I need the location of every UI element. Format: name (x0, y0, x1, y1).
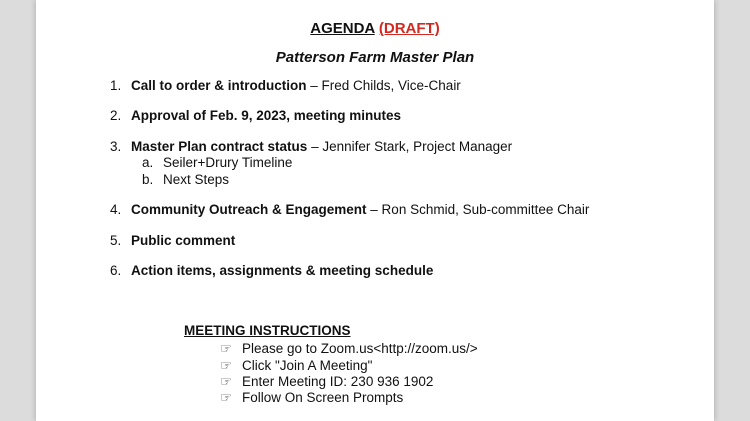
item-number: 3. (110, 139, 122, 154)
hand-pointer-icon: ☞ (220, 374, 233, 389)
hand-pointer-icon: ☞ (220, 358, 233, 373)
subitem-text: Seiler+Drury Timeline (163, 155, 293, 170)
agenda-subtitle: Patterson Farm Master Plan (275, 49, 475, 66)
item-title: Public comment (131, 233, 236, 248)
instruction-text: Click "Join A Meeting" (242, 358, 373, 373)
item-title: Master Plan contract status (131, 139, 308, 154)
item-detail: – Fred Childs, Vice-Chair (306, 78, 461, 93)
subitem-text: Next Steps (163, 172, 230, 187)
item-title: Action items, assignments & meeting schedule (131, 263, 434, 278)
instruction-text: Enter Meeting ID: 230 936 1902 (242, 374, 434, 389)
meeting-instructions-heading: MEETING INSTRUCTIONS (184, 323, 351, 338)
item-detail: – Ron Schmid, Sub-committee Chair (366, 202, 590, 217)
item-number: 1. (110, 78, 122, 93)
subitem-letter: a. (142, 155, 154, 170)
document-page (36, 0, 714, 421)
item-number: 2. (110, 108, 122, 123)
item-title: Community Outreach & Engagement (131, 202, 367, 217)
hand-pointer-icon: ☞ (220, 341, 233, 356)
item-detail: – Jennifer Stark, Project Manager (307, 139, 513, 154)
item-number: 4. (110, 202, 122, 217)
item-number: 6. (110, 263, 122, 278)
agenda-title-text: AGENDA (310, 20, 375, 37)
subitem-letter: b. (142, 172, 154, 187)
item-title: Approval of Feb. 9, 2023, meeting minutes (131, 108, 402, 123)
agenda-title (36, 20, 714, 37)
instruction-text: Please go to Zoom.us<http://zoom.us/> (242, 341, 478, 356)
hand-pointer-icon: ☞ (220, 390, 233, 405)
instruction-text: Follow On Screen Prompts (242, 390, 404, 405)
draft-label: (DRAFT) (378, 20, 440, 37)
item-number: 5. (110, 233, 122, 248)
item-title: Call to order & introduction (131, 78, 307, 93)
